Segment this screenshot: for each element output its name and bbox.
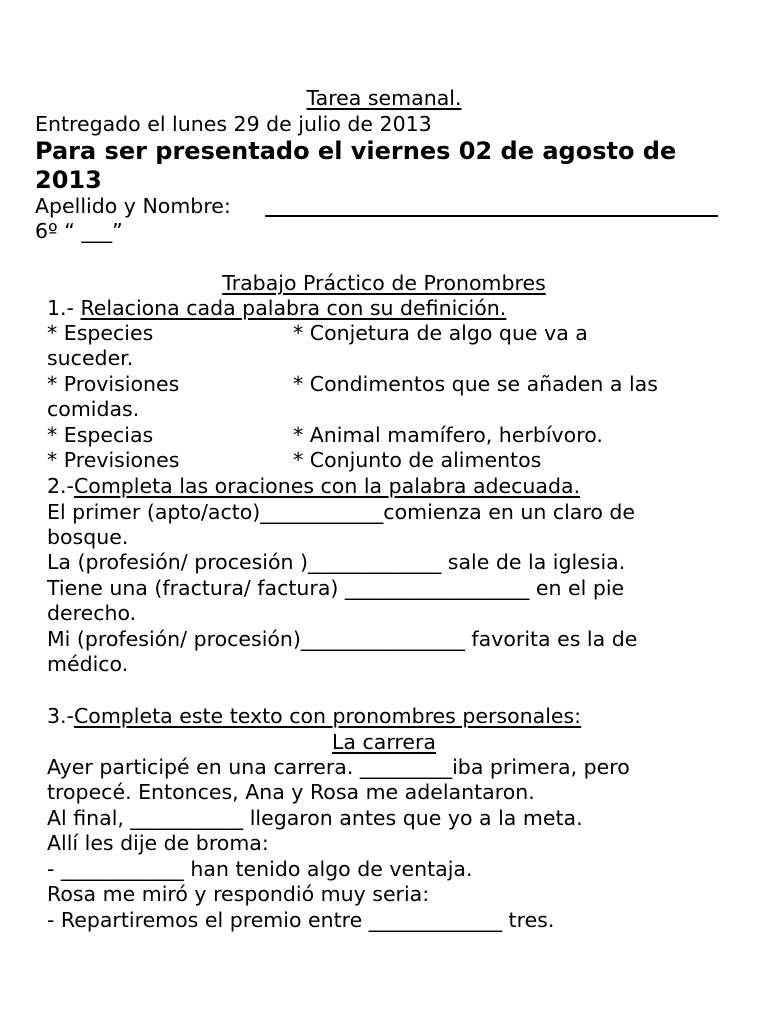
story-line: Al final, ___________ llegaron antes que yo a la meta. [47,806,583,830]
delivered-date: Entregado el lunes 29 de julio de 2013 [35,112,432,136]
name-blank-line [265,215,718,217]
definition-continuation: suceder. [47,346,134,370]
word-item: * Previsiones [47,448,180,472]
section-1-instruction: Relaciona cada palabra con su definición. [80,296,507,320]
story-line: Rosa me miró y respondió muy seria: [47,882,430,906]
section-2-number: 2.- [47,474,74,498]
due-date-line-1: Para ser presentado el viernes 02 de agosto de [35,137,677,165]
grade-line: 6º “ ___” [35,219,123,243]
sentence-line: bosque. [47,525,129,549]
story-title: La carrera [332,730,436,754]
section-3-instruction: Completa este texto con pronombres personales: [73,704,582,728]
definition-item: * Conjunto de alimentos [293,448,542,472]
sentence-line: Tiene una (fractura/ factura) __________________ en el pie [47,576,625,600]
definition-item: * Animal mamífero, herbívoro. [293,423,603,447]
story-line: tropecé. Entonces, Ana y Rosa me adelantaron. [47,780,535,804]
section-1-number: 1.- [47,296,81,320]
practice-title: Trabajo Práctico de Pronombres [222,271,546,295]
section-1-heading [47,298,506,319]
name-label: Apellido y Nombre: [35,194,231,218]
section-2-instruction: Completa las oraciones con la palabra adecuada. [73,474,581,498]
definition-item: * Condimentos que se añaden a las [293,372,658,396]
worksheet-title: Tarea semanal. [306,86,462,110]
sentence-line: Mi (profesión/ procesión)________________ favorita es la de [47,627,638,651]
sentence-line: El primer (apto/acto)____________comienza en un claro de [47,500,636,524]
story-line: Ayer participé en una carrera. _________iba primera, pero [47,755,630,779]
story-line: - Repartiremos el premio entre _____________ tres. [47,908,555,932]
word-item: * Especies [47,321,154,345]
section-3-number: 3.- [47,704,74,728]
due-date-line-2: 2013 [35,166,102,194]
story-line: - ____________ han tenido algo de ventaja. [47,857,473,881]
sentence-line: médico. [47,652,129,676]
definition-item: * Conjetura de algo que va a [293,321,588,345]
section-2-heading [47,476,580,497]
word-item: * Provisiones [47,372,180,396]
story-line: Allí les dije de broma: [47,831,269,855]
section-3-heading [47,706,581,727]
sentence-line: derecho. [47,601,137,625]
sentence-line: La (profesión/ procesión )_____________ sale de la iglesia. [47,550,626,574]
definition-continuation: comidas. [47,397,140,421]
word-item: * Especias [47,423,154,447]
